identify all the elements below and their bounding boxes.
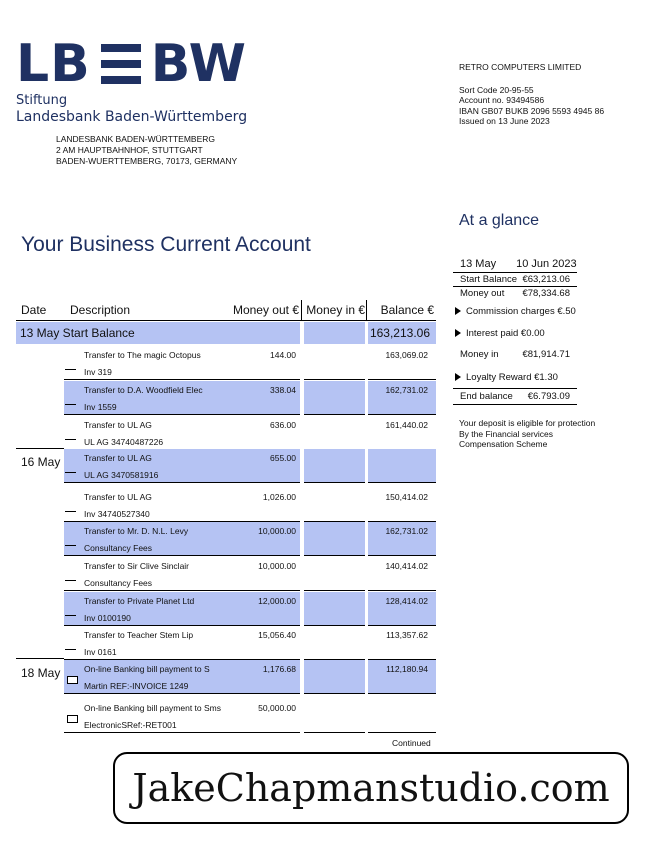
glance-start-row — [453, 273, 577, 287]
glance-in-row — [453, 344, 577, 366]
company-name: RETRO COMPUTERS LIMITED — [459, 62, 582, 72]
glance-interest-label: Interest paid €0.00 — [466, 327, 545, 339]
row-rule — [368, 625, 436, 626]
row-reference: UL AG 3470581916 — [84, 470, 159, 480]
row-reference: Inv 0161 — [84, 647, 117, 657]
date-label: 16 May — [21, 455, 61, 469]
address-line: LANDESBANK BADEN-WÜRTTEMBERG — [56, 134, 216, 144]
row-in-cell — [304, 381, 365, 414]
row-reference: Inv 34740527340 — [84, 509, 150, 519]
row-description: Transfer to D.A. Woodfield Elec — [84, 385, 203, 395]
row-balance: 112,180.94 — [386, 664, 428, 674]
row-dash-icon — [65, 511, 76, 512]
row-rule — [368, 379, 436, 380]
row-balance: 128,414.02 — [385, 596, 428, 606]
date-separator — [16, 658, 64, 659]
row-description: Transfer to Mr. D. N.L. Levy — [84, 526, 189, 536]
row-dash-icon — [65, 439, 76, 440]
deposit-note — [459, 418, 609, 450]
glance-to: 10 Jun 2023 — [516, 258, 577, 270]
row-rule — [368, 693, 436, 694]
row-money-out: 50,000.00 — [258, 703, 296, 713]
row-reference: Consultancy Fees — [84, 578, 153, 588]
header-rule — [16, 320, 436, 321]
row-money-out: 144.00 — [270, 350, 296, 360]
glance-commission-row[interactable] — [453, 300, 577, 322]
row-rule — [368, 482, 436, 483]
row-description: On-line Banking bill payment to S — [84, 664, 210, 674]
row-reference: Martin REF:-INVOICE 1249 — [84, 681, 189, 691]
expand-triangle-icon[interactable] — [455, 307, 461, 315]
row-balance: 140,414.02 — [385, 561, 428, 571]
row-reference: Inv 1559 — [84, 402, 117, 412]
deposit-line: Compensation Scheme — [459, 439, 548, 449]
glance-panel — [453, 258, 577, 405]
deposit-line: By the Financial services — [459, 428, 554, 439]
glance-end-label: End balance — [460, 391, 513, 402]
row-money-out: 15,056.40 — [258, 630, 296, 640]
header-money-in: Money in € — [306, 303, 365, 317]
glance-period — [453, 258, 577, 273]
expand-triangle-icon[interactable] — [455, 373, 461, 381]
row-money-out: 1,026.00 — [262, 492, 296, 502]
row-reference: ElectronicSRef:-RET001 — [84, 720, 177, 730]
glance-title: At a glance — [459, 212, 540, 229]
row-balance: 161,440.02 — [385, 420, 428, 430]
logo-left-text: LB — [16, 34, 91, 94]
date-label: 18 May — [21, 666, 61, 680]
glance-in-value: €81,914.71 — [522, 349, 570, 360]
row-rule — [304, 555, 365, 556]
row-description: Transfer to Sir Clive Sinclair — [84, 561, 190, 571]
start-in-cell — [304, 322, 365, 344]
start-balance-value: 163,213.06 — [369, 326, 430, 340]
row-rule — [304, 732, 365, 733]
glance-start-label: Start Balance — [460, 274, 518, 285]
row-description: Transfer to Private Planet Ltd — [84, 596, 195, 606]
row-dash-icon — [65, 649, 76, 650]
address-line: 2 AM HAUPTBAHNHOF, STUTTGART — [56, 145, 203, 155]
row-description: Transfer to UL AG — [84, 420, 152, 430]
row-rule — [304, 625, 365, 626]
date-separator — [16, 448, 64, 449]
logo-subtitle-bank: Landesbank Baden-Württemberg — [16, 109, 248, 125]
row-rule — [64, 555, 300, 556]
row-rule — [64, 379, 300, 380]
row-checkbox-icon — [67, 715, 78, 723]
glance-loyalty-row[interactable] — [453, 366, 577, 388]
header-balance: Balance € — [380, 303, 434, 317]
glance-commission-label: Commission charges €.50 — [466, 305, 576, 317]
row-dash-icon — [65, 472, 76, 473]
row-money-out: 636.00 — [270, 420, 296, 430]
sort-code: Sort Code 20-95-55 — [459, 84, 534, 95]
iban: IBAN GB07 BUKB 2096 5593 4945 86 — [459, 105, 605, 116]
row-balance: 162,731.02 — [385, 385, 428, 395]
row-balance: 162,731.02 — [385, 526, 428, 536]
logo-right-text: BW — [150, 34, 247, 94]
company-details — [459, 62, 604, 127]
glance-out-row — [453, 287, 577, 300]
row-description: On-line Banking bill payment to Sms — [84, 703, 222, 713]
row-rule — [368, 732, 436, 733]
issue-date: Issued on 13 June 2023 — [459, 116, 550, 126]
row-balance-cell — [368, 449, 436, 482]
header-divider — [301, 300, 302, 320]
glance-loyalty-label: Loyalty Reward €1.30 — [466, 371, 558, 383]
glance-in-label: Money in — [460, 349, 499, 360]
row-checkbox-icon — [67, 676, 78, 684]
row-money-out: 10,000.00 — [258, 561, 296, 571]
row-rule — [64, 414, 300, 415]
row-rule — [64, 590, 300, 591]
row-money-out: 12,000.00 — [258, 596, 296, 606]
bank-logo — [16, 34, 247, 94]
glance-end-row — [453, 388, 577, 405]
glance-out-value: €78,334.68 — [522, 288, 570, 299]
bank-address — [56, 134, 237, 167]
row-rule — [304, 693, 365, 694]
account-title: Your Business Current Account — [21, 233, 311, 256]
row-description: Transfer to UL AG — [84, 492, 152, 502]
row-rule — [368, 414, 436, 415]
header-money-out: Money out € — [232, 303, 299, 317]
glance-out-label: Money out — [460, 288, 505, 299]
row-rule — [304, 379, 365, 380]
row-dash-icon — [65, 545, 76, 546]
start-balance-label: 13 May Start Balance — [20, 326, 135, 340]
header-divider — [366, 300, 367, 320]
row-rule — [64, 732, 300, 733]
row-rule — [368, 555, 436, 556]
glance-end-value: €6.793.09 — [527, 391, 570, 402]
account-number: Account no. 93494586 — [459, 95, 545, 105]
header-date: Date — [21, 303, 47, 317]
row-dash-icon — [65, 615, 76, 616]
row-rule — [368, 590, 436, 591]
glance-from: 13 May — [460, 258, 497, 270]
row-reference: Inv 0100190 — [84, 613, 131, 623]
row-rule — [64, 482, 300, 483]
glance-interest-row[interactable] — [453, 322, 577, 344]
row-description: Transfer to UL AG — [84, 453, 152, 463]
header-description: Description — [70, 303, 131, 317]
row-money-out: 655.00 — [270, 453, 296, 463]
row-rule — [304, 414, 365, 415]
logo-bars-icon — [101, 44, 141, 84]
deposit-line: Your deposit is eligible for protection — [459, 418, 596, 428]
row-money-out: 10,000.00 — [258, 526, 296, 536]
row-reference: Inv 319 — [84, 367, 112, 377]
row-rule — [304, 482, 365, 483]
row-rule — [64, 693, 300, 694]
row-balance: 163,069.02 — [385, 350, 428, 360]
expand-triangle-icon[interactable] — [455, 329, 461, 337]
row-dash-icon — [65, 369, 76, 370]
row-in-cell — [304, 522, 365, 555]
row-rule — [64, 625, 300, 626]
row-balance: 150,414.02 — [385, 492, 428, 502]
glance-start-value: €63,213.06 — [522, 274, 570, 285]
address-line: BADEN-WUERTTEMBERG, 70173, GERMANY — [56, 156, 238, 166]
logo-subtitle-stiftung: Stiftung — [16, 93, 68, 108]
row-description: Transfer to The magic Octopus — [84, 350, 201, 360]
watermark-banner: JakeChapmanstudio.com — [113, 752, 629, 824]
row-money-out: 338.04 — [270, 385, 296, 395]
row-reference: Consultancy Fees — [84, 543, 153, 553]
row-dash-icon — [65, 404, 76, 405]
row-in-cell — [304, 592, 365, 625]
row-balance: 113,357.62 — [386, 630, 428, 640]
row-description: Transfer to Teacher Stem Lip — [84, 630, 194, 640]
row-reference: UL AG 34740487226 — [84, 437, 164, 447]
continued-label: Continued — [392, 738, 431, 748]
row-in-cell — [304, 660, 365, 693]
row-dash-icon — [65, 580, 76, 581]
row-money-out: 1,176.68 — [262, 664, 296, 674]
row-in-cell — [304, 449, 365, 482]
row-rule — [304, 590, 365, 591]
